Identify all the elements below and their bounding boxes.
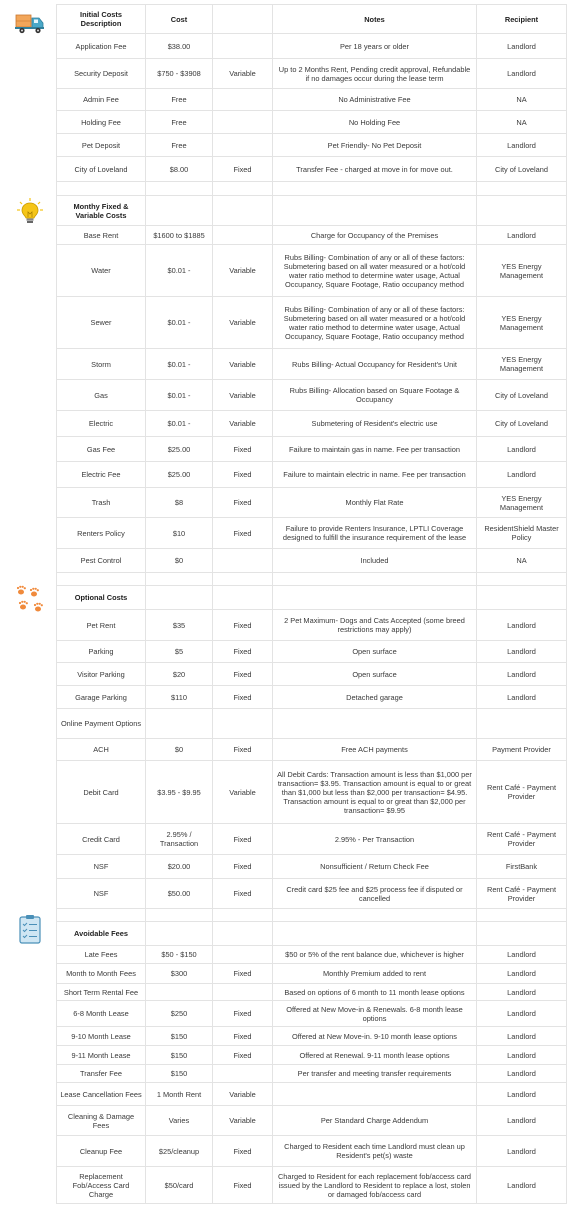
cell-notes: Based on options of 6 month to 11 month lease options <box>273 984 477 1001</box>
cell-cost: $0.01 - <box>146 411 213 437</box>
cell-recipient <box>477 573 567 586</box>
cell-recipient: NA <box>477 89 567 111</box>
truck-icon <box>14 6 46 38</box>
cell-description: Monthy Fixed & Variable Costs <box>57 196 146 226</box>
cell-notes <box>273 709 477 739</box>
cell-description: Credit Card <box>57 824 146 855</box>
cell-type: Fixed <box>213 462 273 488</box>
cell-description: Pet Deposit <box>57 134 146 157</box>
cell-recipient: Landlord <box>477 226 567 245</box>
cell-description <box>57 182 146 196</box>
cell-type <box>213 946 273 964</box>
cell-type: Fixed <box>213 1167 273 1204</box>
cell-notes <box>273 909 477 922</box>
cell-description: Gas Fee <box>57 437 146 462</box>
cell-type: Fixed <box>213 663 273 686</box>
table-row <box>57 134 567 157</box>
table-row <box>57 182 567 196</box>
cell-notes: Offered at Renewal. 9-11 month lease options <box>273 1046 477 1065</box>
cell-recipient <box>477 909 567 922</box>
table-row <box>57 964 567 984</box>
cell-cost: $3.95 - $9.95 <box>146 761 213 824</box>
table-row <box>57 518 567 549</box>
section-header-row <box>57 586 567 610</box>
cell-recipient: Landlord <box>477 59 567 89</box>
cell-recipient: Landlord <box>477 610 567 641</box>
cell-recipient: Landlord <box>477 1065 567 1083</box>
cell-description: 9-11 Month Lease <box>57 1046 146 1065</box>
table-row <box>57 245 567 297</box>
cell-notes: Rubs Billing- Combination of any or all of these factors: Submetering based on all water measured or a hot/cold water ratio method to determine water usage, Actual Occupancy, Square Footage, Ratio occupancy method <box>273 297 477 349</box>
table-row <box>57 111 567 134</box>
cell-description: City of Loveland <box>57 157 146 182</box>
cell-type: Fixed <box>213 879 273 909</box>
cell-type <box>213 922 273 946</box>
cell-type <box>213 34 273 59</box>
cell-type: Fixed <box>213 1046 273 1065</box>
cell-description: Replacement Fob/Access Card Charge <box>57 1167 146 1204</box>
cell-type: Variable <box>213 297 273 349</box>
cell-description: NSF <box>57 879 146 909</box>
cell-cost: $150 <box>146 1065 213 1083</box>
section-header-row <box>57 196 567 226</box>
table-row <box>57 226 567 245</box>
cell-recipient: Landlord <box>477 1136 567 1167</box>
table-row <box>57 610 567 641</box>
table-row <box>57 855 567 879</box>
cell-recipient <box>477 709 567 739</box>
cell-recipient: Landlord <box>477 462 567 488</box>
table-row <box>57 1046 567 1065</box>
cell-recipient: Landlord <box>477 1046 567 1065</box>
cell-type <box>213 549 273 573</box>
header-notes: Notes <box>273 5 477 34</box>
cell-type: Fixed <box>213 1136 273 1167</box>
cell-recipient: NA <box>477 549 567 573</box>
costs-table <box>56 4 567 1204</box>
cell-cost: $300 <box>146 964 213 984</box>
cell-recipient: YES Energy Management <box>477 488 567 518</box>
table-row <box>57 462 567 488</box>
cell-description: Avoidable Fees <box>57 922 146 946</box>
cell-notes: Monthly Flat Rate <box>273 488 477 518</box>
cell-cost: 2.95% / Transaction <box>146 824 213 855</box>
cell-notes <box>273 922 477 946</box>
cell-cost: $50 - $150 <box>146 946 213 964</box>
cell-recipient: Payment Provider <box>477 739 567 761</box>
cell-cost: Free <box>146 111 213 134</box>
cell-description: Renters Policy <box>57 518 146 549</box>
cell-cost: $8 <box>146 488 213 518</box>
table-row <box>57 573 567 586</box>
cell-recipient: Landlord <box>477 984 567 1001</box>
cell-type <box>213 89 273 111</box>
cell-type <box>213 586 273 610</box>
cell-description: Trash <box>57 488 146 518</box>
cell-cost: $0 <box>146 549 213 573</box>
cell-description: Cleanup Fee <box>57 1136 146 1167</box>
table-row <box>57 1167 567 1204</box>
cell-description: Pet Rent <box>57 610 146 641</box>
table-row <box>57 824 567 855</box>
table-row <box>57 297 567 349</box>
table-row <box>57 1083 567 1106</box>
cell-recipient: City of Loveland <box>477 411 567 437</box>
cell-description: Base Rent <box>57 226 146 245</box>
cell-notes: Rubs Billing- Actual Occupancy for Resident's Unit <box>273 349 477 380</box>
paw-prints-icon <box>14 583 46 615</box>
cell-description: Cleaning & Damage Fees <box>57 1106 146 1136</box>
cell-notes: Open surface <box>273 641 477 663</box>
cell-recipient: Landlord <box>477 437 567 462</box>
cell-description: Gas <box>57 380 146 411</box>
cell-cost: $5 <box>146 641 213 663</box>
cell-notes <box>273 182 477 196</box>
cell-description: 6-8 Month Lease <box>57 1001 146 1027</box>
cell-recipient: Landlord <box>477 1167 567 1204</box>
lightbulb-icon <box>14 196 46 228</box>
cell-notes: Offered at New Move-in. 9-10 month lease options <box>273 1027 477 1046</box>
cell-recipient: Landlord <box>477 663 567 686</box>
cell-recipient: Rent Café - Payment Provider <box>477 761 567 824</box>
cell-notes: No Administrative Fee <box>273 89 477 111</box>
cell-notes: Up to 2 Months Rent, Pending credit approval, Refundable if no damages occur during the lease term <box>273 59 477 89</box>
cell-cost <box>146 984 213 1001</box>
cell-notes: Per transfer and meeting transfer requirements <box>273 1065 477 1083</box>
table-row <box>57 549 567 573</box>
section-header-row <box>57 922 567 946</box>
cell-recipient: Landlord <box>477 134 567 157</box>
cell-description: Garage Parking <box>57 686 146 709</box>
cell-notes <box>273 586 477 610</box>
cell-description: Pest Control <box>57 549 146 573</box>
cell-description: ACH <box>57 739 146 761</box>
cell-notes: Monthly Premium added to rent <box>273 964 477 984</box>
cell-type: Variable <box>213 761 273 824</box>
cell-notes: Submetering of Resident's electric use <box>273 411 477 437</box>
cell-type: Fixed <box>213 824 273 855</box>
table-header-row <box>57 5 567 34</box>
cell-recipient: Landlord <box>477 1001 567 1027</box>
cell-recipient: Landlord <box>477 1083 567 1106</box>
table-row <box>57 349 567 380</box>
cell-cost <box>146 586 213 610</box>
cell-description: Holding Fee <box>57 111 146 134</box>
cell-notes: Charge for Occupancy of the Premises <box>273 226 477 245</box>
cell-type: Fixed <box>213 437 273 462</box>
cell-type: Fixed <box>213 488 273 518</box>
table-row <box>57 761 567 824</box>
cell-type <box>213 226 273 245</box>
cell-type <box>213 196 273 226</box>
cell-cost <box>146 909 213 922</box>
cell-notes: Credit card $25 fee and $25 process fee if disputed or cancelled <box>273 879 477 909</box>
cell-cost: $110 <box>146 686 213 709</box>
cell-recipient: Landlord <box>477 946 567 964</box>
cell-cost: Varies <box>146 1106 213 1136</box>
table-row <box>57 437 567 462</box>
cell-recipient: Landlord <box>477 641 567 663</box>
cell-recipient: Landlord <box>477 964 567 984</box>
cell-type: Fixed <box>213 1027 273 1046</box>
table-row <box>57 663 567 686</box>
cell-description: Electric <box>57 411 146 437</box>
table-body <box>57 34 567 1204</box>
cell-description: Application Fee <box>57 34 146 59</box>
cell-cost <box>146 182 213 196</box>
cell-cost <box>146 196 213 226</box>
cell-cost: $20.00 <box>146 855 213 879</box>
cell-notes: 2 Pet Maximum- Dogs and Cats Accepted (some breed restrictions may apply) <box>273 610 477 641</box>
cell-cost: $50.00 <box>146 879 213 909</box>
cell-notes: Charged to Resident for each replacement fob/access card issued by the Landlord to Resident to replace a lost, stolen or damaged fob/access card <box>273 1167 477 1204</box>
cell-recipient: FirstBank <box>477 855 567 879</box>
cell-cost: $0.01 - <box>146 380 213 411</box>
table-row <box>57 879 567 909</box>
cell-notes: No Holding Fee <box>273 111 477 134</box>
cell-notes <box>273 573 477 586</box>
cell-type: Fixed <box>213 610 273 641</box>
cell-recipient: Landlord <box>477 686 567 709</box>
cell-description: NSF <box>57 855 146 879</box>
cell-recipient: ResidentShield Master Policy <box>477 518 567 549</box>
cell-cost: $0.01 - <box>146 245 213 297</box>
table-row <box>57 89 567 111</box>
cell-recipient: Landlord <box>477 1106 567 1136</box>
cell-cost: $8.00 <box>146 157 213 182</box>
cell-description: 9-10 Month Lease <box>57 1027 146 1046</box>
cell-type: Variable <box>213 1083 273 1106</box>
cell-description: Month to Month Fees <box>57 964 146 984</box>
cell-description: Security Deposit <box>57 59 146 89</box>
cell-notes: Rubs Billing- Combination of any or all of these factors: Submetering based on all water measured or a hot/cold water ratio method to determine water usage, Actual Occupancy, Square Footage, Ratio occupancy method <box>273 245 477 297</box>
cell-recipient <box>477 922 567 946</box>
table-row <box>57 946 567 964</box>
cell-type: Fixed <box>213 641 273 663</box>
cell-description: Water <box>57 245 146 297</box>
cell-description: Storm <box>57 349 146 380</box>
table-row <box>57 411 567 437</box>
cell-description: Parking <box>57 641 146 663</box>
cell-recipient: Landlord <box>477 1027 567 1046</box>
cell-cost: $25.00 <box>146 437 213 462</box>
cell-recipient: City of Loveland <box>477 380 567 411</box>
cell-notes: 2.95% - Per Transaction <box>273 824 477 855</box>
cell-cost: 1 Month Rent <box>146 1083 213 1106</box>
cell-cost: $150 <box>146 1046 213 1065</box>
cell-description: Short Term Rental Fee <box>57 984 146 1001</box>
cell-notes: Free ACH payments <box>273 739 477 761</box>
cell-description: Electric Fee <box>57 462 146 488</box>
cell-type: Fixed <box>213 157 273 182</box>
table-row <box>57 157 567 182</box>
cell-description <box>57 909 146 922</box>
header-type <box>213 5 273 34</box>
cell-type: Variable <box>213 349 273 380</box>
cell-type <box>213 182 273 196</box>
cell-cost <box>146 573 213 586</box>
cell-cost: $750 - $3908 <box>146 59 213 89</box>
cell-description <box>57 573 146 586</box>
cell-description: Late Fees <box>57 946 146 964</box>
cell-cost: Free <box>146 134 213 157</box>
cell-cost: $0.01 - <box>146 297 213 349</box>
header-recipient: Recipient <box>477 5 567 34</box>
cell-notes: Failure to maintain gas in name. Fee per transaction <box>273 437 477 462</box>
cell-notes: Failure to maintain electric in name. Fee per transaction <box>273 462 477 488</box>
cell-notes: Rubs Billing- Allocation based on Square Footage & Occupancy <box>273 380 477 411</box>
cell-cost: $250 <box>146 1001 213 1027</box>
cell-notes: Pet Friendly- No Pet Deposit <box>273 134 477 157</box>
cell-type: Fixed <box>213 739 273 761</box>
cell-type: Fixed <box>213 964 273 984</box>
cell-type <box>213 1065 273 1083</box>
cell-type <box>213 111 273 134</box>
cell-notes: Open surface <box>273 663 477 686</box>
cell-notes: All Debit Cards: Transaction amount is less than $1,000 per transaction= $3.95. Transaction amount is equal to or great than $1,000 but less than $2,000 per transaction= $4.95. Transaction amount is equal to or great than $2,000 per transaction= $9.95 <box>273 761 477 824</box>
table-row <box>57 984 567 1001</box>
cell-type: Fixed <box>213 518 273 549</box>
table-row <box>57 739 567 761</box>
cell-description: Lease Cancellation Fees <box>57 1083 146 1106</box>
cell-description: Transfer Fee <box>57 1065 146 1083</box>
cell-notes: Per Standard Charge Addendum <box>273 1106 477 1136</box>
cell-cost: $1600 to $1885 <box>146 226 213 245</box>
cell-notes: Failure to provide Renters Insurance, LPTLI Coverage designed to fulfill the insurance requirement of the lease <box>273 518 477 549</box>
cell-type: Fixed <box>213 855 273 879</box>
cell-type <box>213 573 273 586</box>
cell-cost: $25/cleanup <box>146 1136 213 1167</box>
cell-type: Variable <box>213 411 273 437</box>
cell-recipient: Rent Café - Payment Provider <box>477 824 567 855</box>
cell-cost <box>146 709 213 739</box>
cell-type: Variable <box>213 380 273 411</box>
table-row <box>57 641 567 663</box>
table-row <box>57 1106 567 1136</box>
cell-type: Variable <box>213 59 273 89</box>
cell-cost: $50/card <box>146 1167 213 1204</box>
cell-description: Optional Costs <box>57 586 146 610</box>
clipboard-checklist-icon <box>14 913 46 945</box>
table-row <box>57 1136 567 1167</box>
cell-type: Variable <box>213 1106 273 1136</box>
header-description: Initial Costs Description <box>57 5 146 34</box>
cell-notes: Per 18 years or older <box>273 34 477 59</box>
cell-notes: $50 or 5% of the rent balance due, whichever is higher <box>273 946 477 964</box>
cell-notes: Nonsufficient / Return Check Fee <box>273 855 477 879</box>
cell-cost: $150 <box>146 1027 213 1046</box>
cell-cost: $0.01 - <box>146 349 213 380</box>
cell-description: Sewer <box>57 297 146 349</box>
table-row <box>57 1027 567 1046</box>
cell-cost: $0 <box>146 739 213 761</box>
cell-cost: $10 <box>146 518 213 549</box>
cell-description: Online Payment Options <box>57 709 146 739</box>
cell-notes: Detached garage <box>273 686 477 709</box>
cell-type <box>213 909 273 922</box>
header-cost: Cost <box>146 5 213 34</box>
cell-notes <box>273 196 477 226</box>
cell-type <box>213 984 273 1001</box>
cell-recipient: YES Energy Management <box>477 245 567 297</box>
cell-type: Fixed <box>213 686 273 709</box>
cell-recipient: NA <box>477 111 567 134</box>
cell-description: Visitor Parking <box>57 663 146 686</box>
cell-notes: Charged to Resident each time Landlord must clean up Resident's pet(s) waste <box>273 1136 477 1167</box>
table-row <box>57 1001 567 1027</box>
table-row <box>57 34 567 59</box>
table-row <box>57 59 567 89</box>
table-row <box>57 488 567 518</box>
cell-description: Admin Fee <box>57 89 146 111</box>
cell-cost: Free <box>146 89 213 111</box>
cell-notes <box>273 1083 477 1106</box>
cell-cost: $35 <box>146 610 213 641</box>
table-row <box>57 380 567 411</box>
cell-recipient <box>477 182 567 196</box>
table-row <box>57 709 567 739</box>
cell-recipient <box>477 196 567 226</box>
cell-cost <box>146 922 213 946</box>
cell-cost: $25.00 <box>146 462 213 488</box>
cell-notes: Transfer Fee - charged at move in for move out. <box>273 157 477 182</box>
cell-recipient: City of Loveland <box>477 157 567 182</box>
cell-cost: $38.00 <box>146 34 213 59</box>
cell-type <box>213 709 273 739</box>
cell-recipient: Rent Café - Payment Provider <box>477 879 567 909</box>
cell-type: Variable <box>213 245 273 297</box>
cell-recipient: YES Energy Management <box>477 349 567 380</box>
cell-recipient: YES Energy Management <box>477 297 567 349</box>
cell-description: Debit Card <box>57 761 146 824</box>
cell-type: Fixed <box>213 1001 273 1027</box>
table-row <box>57 686 567 709</box>
cell-notes: Included <box>273 549 477 573</box>
cell-recipient: Landlord <box>477 34 567 59</box>
table-row <box>57 909 567 922</box>
cell-type <box>213 134 273 157</box>
table-row <box>57 1065 567 1083</box>
cell-cost: $20 <box>146 663 213 686</box>
cell-recipient <box>477 586 567 610</box>
cell-notes: Offered at New Move-in & Renewals. 6-8 month lease options <box>273 1001 477 1027</box>
